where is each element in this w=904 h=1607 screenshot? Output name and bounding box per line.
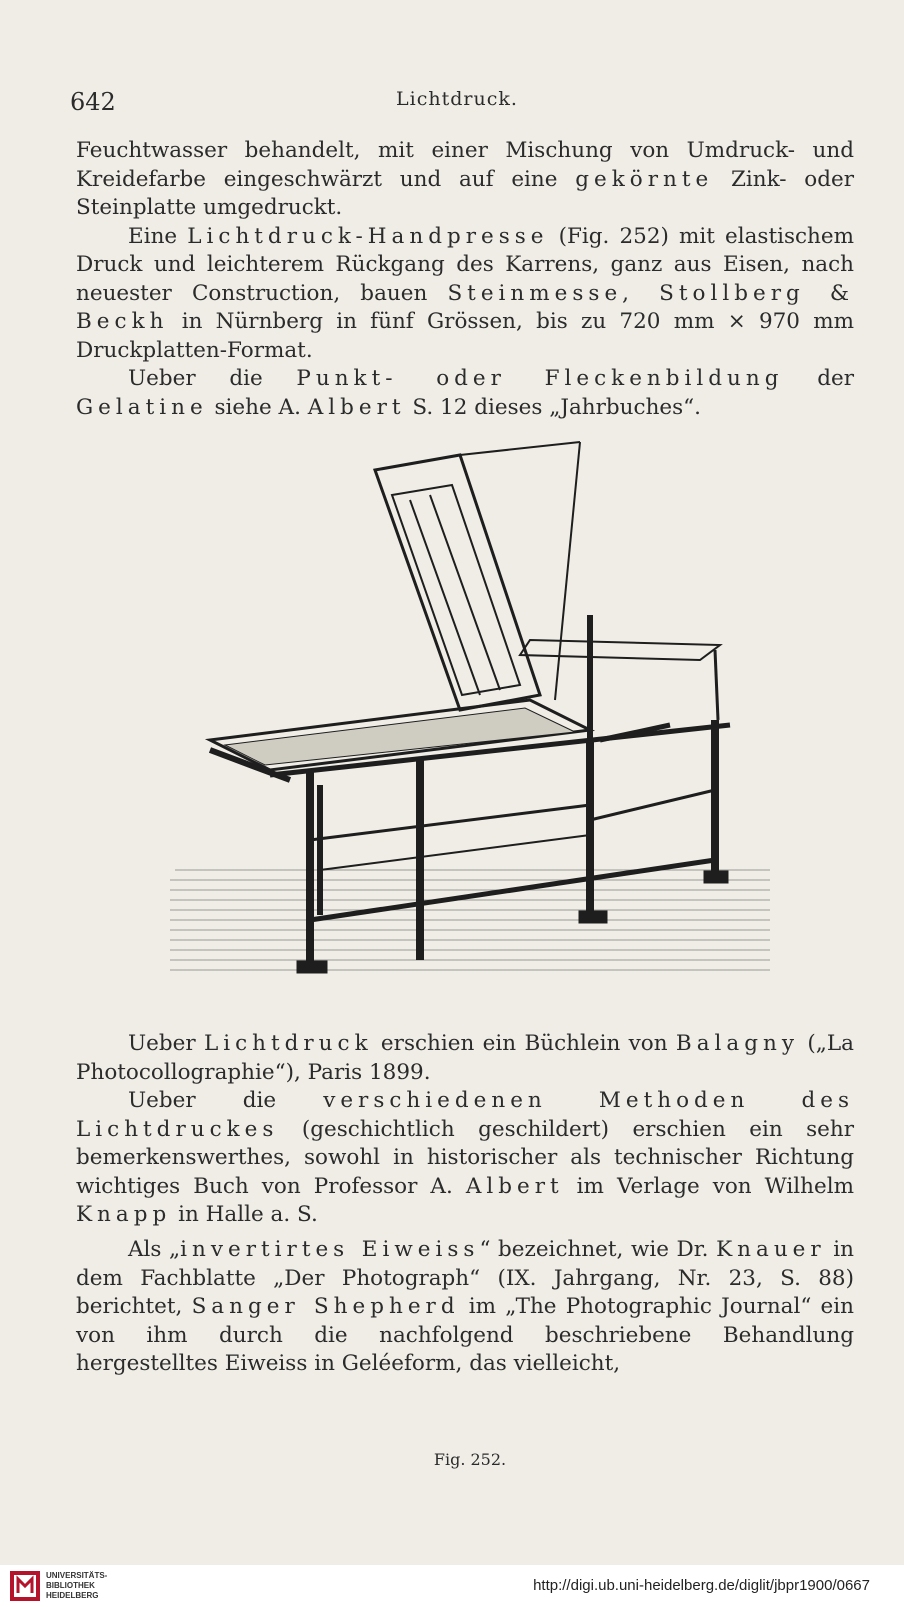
text-block-top <box>76 137 854 422</box>
spaced-term: Knauer <box>716 1237 826 1262</box>
running-title: Lichtdruck. <box>396 88 518 110</box>
paragraph <box>76 137 854 223</box>
spaced-term: invertirtes Eiweiss <box>180 1237 480 1262</box>
spaced-term: Albert <box>307 394 406 420</box>
text-run: (geschichtlich geschildert) erschien ein sehr bemerkenswerthes, sowohl in historischer als technischer Richtung wichtiges Buch von Professor A. <box>76 1116 854 1199</box>
text-run: Zink- oder Steinplatte umgedruckt. <box>76 166 854 220</box>
text-run: (Fig. 252) mit elastischem Druck und leichterem Rückgang des Karrens, ganz aus Eisen, nach neuester Construction, bauen <box>76 223 854 306</box>
spaced-term: Lichtdruck <box>203 1031 373 1056</box>
text-run: Ueber die <box>128 1088 324 1113</box>
text-run: Als „ <box>128 1237 181 1262</box>
page-header <box>70 88 844 118</box>
text-run: im „The Photographic Journal“ ein von ihm durch die nachfolgend beschriebene Behandlung hergestelltes Eiweiss in Geléeform, das vielleicht, <box>76 1294 854 1376</box>
text-run: Feuchtwasser behandelt, mit einer Mischung von Umdruck- und Kreidefarbe eingeschwärzt und auf eine <box>76 138 854 192</box>
text-run: Eine <box>128 223 188 249</box>
paragraph <box>76 365 854 422</box>
library-logo-icon <box>10 1571 40 1601</box>
spaced-term: Knapp <box>76 1202 172 1227</box>
handpress-illustration <box>170 440 770 1000</box>
text-run: in Nürnberg in fünf Grössen, bis zu 720 mm × 970 mm Druckplatten-Format. <box>76 309 854 363</box>
source-url-link[interactable]: http://digi.ub.uni-heidelberg.de/diglit/jbpr1900/0667 <box>533 1577 870 1594</box>
paragraph <box>76 1087 854 1230</box>
text-run: erschien ein Büchlein von <box>372 1031 676 1056</box>
text-run: S. 12 dieses „Jahrbuches“. <box>405 394 702 420</box>
text-run: siehe A. <box>207 394 308 420</box>
text-block-middle <box>76 1030 854 1230</box>
text-block-bottom <box>76 1236 854 1379</box>
text-run: “ bezeichnet, wie Dr. <box>479 1237 717 1262</box>
text-run: im Verlage von Wilhelm <box>563 1173 854 1199</box>
paragraph <box>76 1030 854 1087</box>
library-logo-text: UNIVERSITÄTS- BIBLIOTHEK HEIDELBERG <box>46 1571 108 1600</box>
page-number: 642 <box>70 88 116 116</box>
text-run: Ueber die <box>128 366 297 391</box>
spaced-term: Lichtdruck-Handpresse <box>187 223 549 249</box>
paragraph <box>76 1236 854 1379</box>
text-run: der <box>783 366 854 391</box>
text-run: („La Photocollographie“), Paris 1899. <box>76 1031 854 1085</box>
spaced-term: Albert <box>465 1173 564 1199</box>
text-run: in dem Fachblatte „Der Photograph“ (IX. Jahrgang, Nr. 23, S. 88) berichtet, <box>76 1237 854 1319</box>
footer <box>0 1565 904 1607</box>
spaced-term: verschiedenen Methoden des Lichtdruckes <box>76 1088 854 1142</box>
spaced-term: Gelatine <box>76 394 208 420</box>
spaced-term: Sanger Shepherd <box>191 1294 460 1319</box>
spaced-term: Steinmesse, Stollberg & Beckh <box>76 280 855 334</box>
spaced-term: Balagny <box>675 1031 799 1056</box>
paragraph <box>76 223 854 366</box>
text-run: Ueber <box>128 1031 204 1056</box>
text-run: in Halle a. S. <box>171 1202 318 1227</box>
spaced-term: Punkt- oder Fleckenbildung <box>296 366 784 391</box>
spaced-term: gekörnte <box>575 166 714 192</box>
figure-caption: Fig. 252. <box>433 1450 507 1469</box>
